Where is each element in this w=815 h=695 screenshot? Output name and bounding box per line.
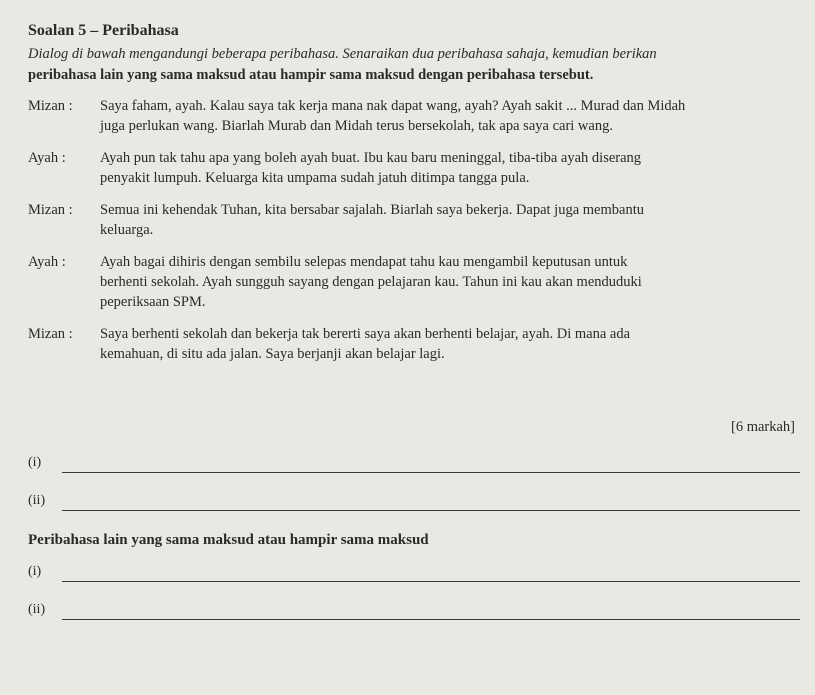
dialog-line bbox=[28, 272, 803, 292]
dialog-block bbox=[28, 96, 803, 364]
dialog-line bbox=[28, 148, 803, 168]
answer-line-3[interactable] bbox=[28, 564, 800, 586]
dialog-text: juga perlukan wang. Biarlah Murab dan Midah terus bersekolah, tak apa saya cari wang. bbox=[100, 118, 613, 134]
dialog-text: peperiksaan SPM. bbox=[100, 294, 206, 310]
answer-line-4[interactable] bbox=[28, 602, 800, 624]
dialog-line bbox=[28, 200, 803, 220]
dialog-text: Saya berhenti sekolah dan bekerja tak bererti saya akan berhenti belajar, ayah. Di mana ada bbox=[100, 326, 631, 342]
answer-blank[interactable] bbox=[62, 581, 800, 582]
speaker-label: Ayah : bbox=[28, 150, 66, 166]
dialog-text: Ayah pun tak tahu apa yang boleh ayah buat. Ibu kau baru meninggal, tiba-tiba ayah diserang bbox=[100, 150, 642, 166]
answer-blank[interactable] bbox=[62, 619, 800, 620]
answer-line-1[interactable] bbox=[28, 455, 800, 477]
dialog-text: penyakit lumpuh. Keluarga kita umpama sudah jatuh ditimpa tangga pula. bbox=[100, 170, 530, 186]
marks-label: [6 markah] bbox=[730, 419, 795, 435]
answer-number: (i) bbox=[28, 455, 42, 470]
dialog-text: Saya faham, ayah. Kalau saya tak kerja mana nak dapat wang, ayah? Ayah sakit ... Murad dan Midah bbox=[100, 98, 686, 114]
dialog-text: kemahuan, di situ ada jalan. Saya berjanji akan belajar lagi. bbox=[100, 346, 445, 362]
question-instruction bbox=[28, 44, 803, 86]
question-title: Soalan 5 – Peribahasa bbox=[28, 22, 179, 39]
dialog-line bbox=[28, 96, 803, 116]
dialog-text: berhenti sekolah. Ayah sungguh sayang dengan pelajaran kau. Tahun ini kau akan menduduki bbox=[100, 274, 642, 290]
dialog-line bbox=[28, 116, 803, 136]
dialog-text: Semua ini kehendak Tuhan, kita bersabar sajalah. Biarlah saya bekerja. Dapat juga membantu bbox=[100, 202, 644, 218]
answer-blank[interactable] bbox=[62, 472, 800, 473]
section-heading: Peribahasa lain yang sama maksud atau hampir sama maksud bbox=[28, 532, 429, 548]
dialog-line bbox=[28, 168, 803, 188]
answer-number: (ii) bbox=[28, 602, 46, 617]
dialog-line bbox=[28, 324, 803, 344]
dialog-text: keluarga. bbox=[100, 222, 154, 238]
dialog-line bbox=[28, 220, 803, 240]
answer-blank[interactable] bbox=[62, 510, 800, 511]
dialog-text: Ayah bagai dihiris dengan sembilu selepas mendapat tahu kau mengambil keputusan untuk bbox=[100, 254, 628, 270]
speaker-label: Ayah : bbox=[28, 254, 66, 270]
dialog-line bbox=[28, 344, 803, 364]
answer-line-2[interactable] bbox=[28, 493, 800, 515]
answer-number: (ii) bbox=[28, 493, 46, 508]
speaker-label: Mizan : bbox=[28, 326, 73, 342]
dialog-line bbox=[28, 292, 803, 312]
speaker-label: Mizan : bbox=[28, 98, 73, 114]
answer-number: (i) bbox=[28, 564, 42, 579]
dialog-line bbox=[28, 252, 803, 272]
instruction-emphasis: peribahasa lain yang sama maksud atau hampir sama maksud dengan peribahasa tersebut. bbox=[28, 67, 594, 83]
instruction-intro: Dialog di bawah mengandungi beberapa peribahasa. Senaraikan dua peribahasa sahaja, kemudian berikan bbox=[28, 46, 657, 62]
speaker-label: Mizan : bbox=[28, 202, 73, 218]
